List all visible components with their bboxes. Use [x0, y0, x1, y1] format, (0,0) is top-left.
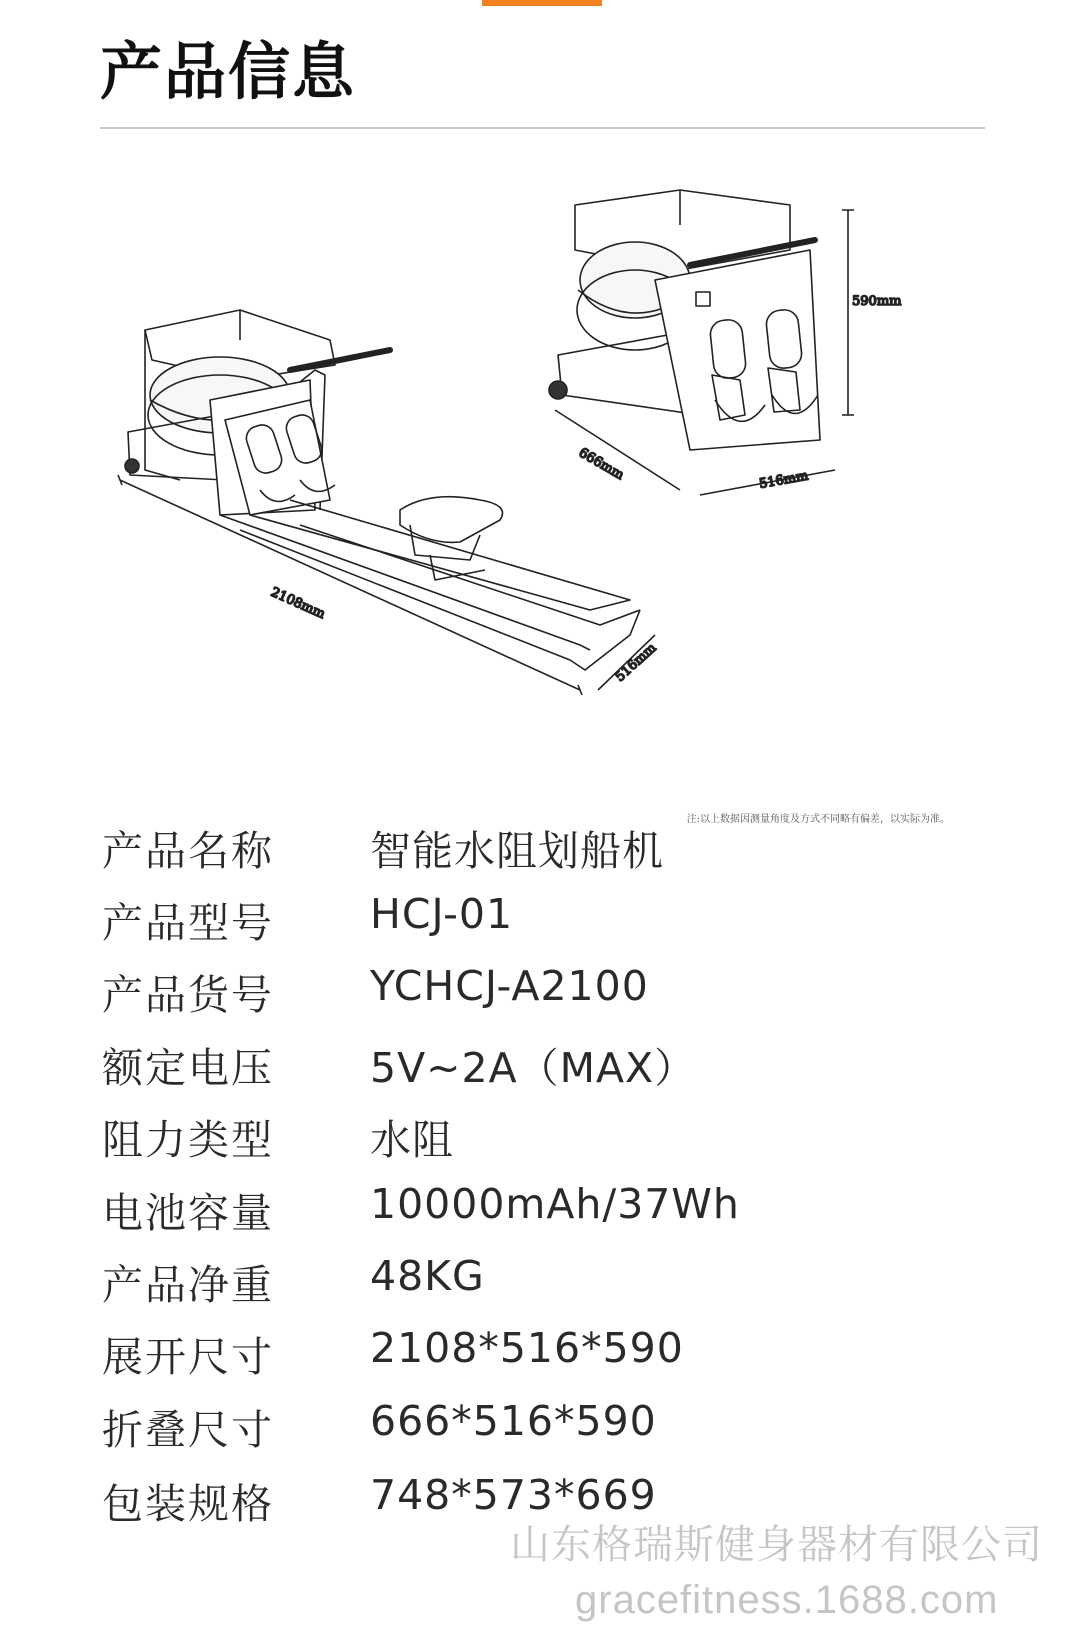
spec-value: 666*516*590 [370, 1397, 657, 1445]
spec-label: 折叠尺寸 [102, 1406, 274, 1454]
spec-value: HCJ-01 [370, 890, 514, 938]
spec-value: 748*573*669 [370, 1471, 657, 1519]
spec-value: 2108*516*590 [370, 1324, 684, 1372]
folded-rower-illustration [549, 190, 901, 495]
svg-text:516mm: 516mm [758, 468, 810, 492]
spec-row-net-weight [0, 1252, 1080, 1328]
svg-text:590mm: 590mm [852, 294, 902, 309]
spec-label: 阻力类型 [102, 1116, 274, 1164]
spec-label: 展开尺寸 [102, 1333, 274, 1381]
spec-row-item-number [0, 962, 1080, 1038]
spec-label: 额定电压 [102, 1044, 274, 1092]
unfolded-rower-illustration [118, 310, 659, 695]
spec-label: 包装规格 [102, 1480, 274, 1528]
watermark-site: gracefitness.1688.com [575, 1578, 999, 1622]
spec-label: 产品货号 [102, 971, 274, 1019]
watermark-company: 山东格瑞斯健身器材有限公司 [510, 1522, 1043, 1568]
spec-value: 5V~2A（MAX） [370, 1044, 697, 1092]
spec-label: 产品净重 [102, 1261, 274, 1309]
spec-row-model [0, 890, 1080, 966]
title-divider [100, 127, 985, 129]
svg-text:516mm: 516mm [612, 640, 660, 685]
spec-row-folded-size [0, 1397, 1080, 1473]
top-accent-bar [482, 0, 602, 6]
spec-row-resistance-type [0, 1107, 1080, 1183]
svg-text:2108mm: 2108mm [268, 584, 328, 623]
measurement-note: 注:以上数据因测量角度及方式不同略有偏差，以实际为准。 [686, 814, 950, 825]
spec-value: 水阻 [370, 1116, 454, 1164]
spec-row-unfolded-size [0, 1324, 1080, 1400]
rowing-machine-drawing [100, 170, 980, 800]
svg-text:666mm: 666mm [576, 445, 627, 484]
spec-label: 产品名称 [102, 827, 274, 875]
spec-row-voltage [0, 1035, 1080, 1111]
spec-value: YCHCJ-A2100 [370, 962, 649, 1010]
page-title: 产品信息 [100, 35, 357, 108]
spec-label: 电池容量 [102, 1189, 274, 1237]
spec-row-name [0, 818, 1080, 894]
spec-label: 产品型号 [102, 899, 274, 947]
spec-value: 智能水阻划船机 [370, 827, 664, 875]
spec-value: 48KG [370, 1252, 485, 1300]
spec-row-battery [0, 1180, 1080, 1256]
spec-value: 10000mAh/37Wh [370, 1180, 740, 1228]
